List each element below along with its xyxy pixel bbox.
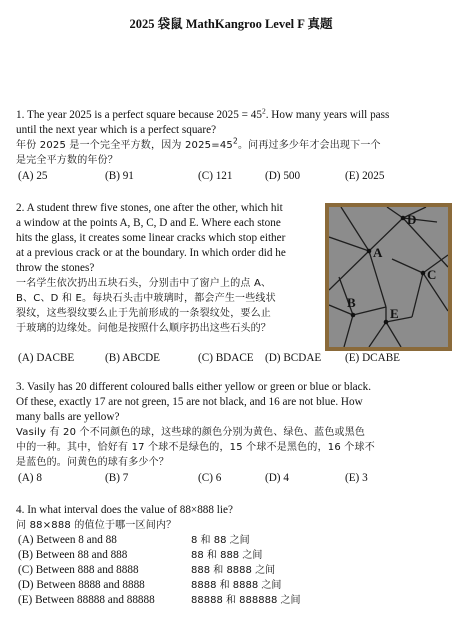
q3-option-a[interactable]: (A) 8 (18, 472, 42, 484)
q2-chinese-line-3: 裂纹，这些裂纹要么止于先前形成的一条裂纹处，要么止 (16, 308, 271, 319)
q3-english-line-3: many balls are yellow? (16, 411, 120, 423)
q4-option-b-cn: 88 和 888 之间 (191, 550, 263, 561)
q2-option-e[interactable]: (E) DCABE (345, 352, 400, 364)
label-e: E (390, 306, 399, 321)
q1-option-a[interactable]: (A) 25 (18, 170, 48, 182)
q4-option-e[interactable] (16, 593, 456, 608)
q4-option-b[interactable] (16, 548, 456, 563)
q3-chinese-line-3: 是蓝色的。问黄色的球有多少个？ (16, 457, 169, 468)
q3-chinese-line-2: 中的一种。其中，恰好有 17 个球不是绿色的，15 个球不是黑色的，16 个球不 (16, 442, 375, 453)
q2-chinese-line-2: B、C、D 和 E。每块石头击中玻璃时，都会产生一些线状 (16, 293, 276, 304)
q1-cn-text-b: 。问再过多少年才会出现下一个 (237, 140, 381, 151)
q1-en-exponent: 2 (261, 106, 266, 116)
q3-chinese-line-1: Vasily 有 20 个不同颜色的球，这些球的颜色分别为黄色、绿色、蓝色或黑色 (16, 427, 366, 438)
q1-option-b[interactable]: (B) 91 (105, 170, 134, 182)
q4-option-c-en: (C) Between 888 and 8888 (18, 564, 139, 576)
q2-option-b[interactable]: (B) ABCDE (105, 352, 161, 364)
q2-english-line-4: at a previous crack or at the boundary. In which order did he (16, 247, 286, 259)
q3-option-e[interactable]: (E) 3 (345, 472, 368, 484)
q1-english-line-2: until the next year which is a perfect square? (16, 124, 217, 136)
q4-chinese-line: 问 88×888 的值位于哪一区间内？ (16, 520, 177, 531)
q2-option-c[interactable]: (C) BDACE (198, 352, 254, 364)
q4-option-d-cn: 8888 和 8888 之间 (191, 580, 282, 591)
label-d: D (407, 212, 417, 227)
q1-cn-text-a: 年份 2025 是一个完全平方数，因为 2025=45 (16, 140, 233, 151)
q4-option-d-en: (D) Between 8888 and 8888 (18, 579, 145, 591)
q1-chinese-line-1 (16, 138, 448, 153)
q1-option-c[interactable]: (C) 121 (198, 170, 233, 182)
q1-en-text-b: . How many years will pass (265, 109, 390, 121)
q4-option-d[interactable] (16, 578, 456, 593)
q4-option-a[interactable] (16, 533, 456, 548)
q1-option-d[interactable]: (D) 500 (265, 170, 301, 182)
cracked-window-figure (325, 203, 452, 351)
q4-option-c[interactable] (16, 563, 456, 578)
page-title: 2025 袋鼠 MathKangroo Level F 真题 (129, 17, 333, 31)
q1-option-e[interactable]: (E) 2025 (345, 170, 385, 182)
q1-chinese-line-2: 是完全平方数的年份？ (16, 155, 118, 166)
question-1 (16, 108, 448, 168)
q2-english-line-5: throw the stones? (16, 262, 95, 274)
q4-option-e-cn: 88888 和 888888 之间 (191, 595, 301, 606)
q3-option-b[interactable]: (B) 7 (105, 472, 129, 484)
q4-option-b-en: (B) Between 88 and 888 (18, 549, 128, 561)
q1-english-line-1 (16, 108, 448, 123)
q1-cn-exponent: 2 (232, 136, 238, 146)
q2-english-line-2: a window at the points A, B, C, D and E. Where each stone (16, 217, 281, 229)
q4-option-c-cn: 888 和 8888 之间 (191, 565, 276, 576)
q1-en-text-a: 1. The year 2025 is a perfect square because 2025 = 45 (16, 109, 262, 121)
q2-chinese-line-1: 一名学生依次扔出五块石头，分别击中了窗户上的点 A、 (16, 278, 272, 289)
cracked-window-svg (329, 207, 448, 347)
q2-option-d[interactable]: (D) BCDAE (265, 352, 322, 364)
question-4 (16, 503, 456, 608)
q3-option-d[interactable]: (D) 4 (265, 472, 289, 484)
q3-english-line-2: Of these, exactly 17 are not green, 15 are not black, and 16 are not blue. How (16, 396, 363, 408)
q2-english-line-1: 2. A student threw five stones, one after the other, which hit (16, 202, 283, 214)
label-a: A (373, 245, 383, 260)
q4-english-line: 4. In what interval does the value of 88×888 lie? (16, 504, 233, 516)
q3-english-line-1: 3. Vasily has 20 different coloured balls either yellow or green or blue or black. (16, 381, 371, 393)
label-b: B (347, 295, 356, 310)
question-3 (16, 380, 456, 470)
question-2 (16, 201, 321, 336)
label-c: C (427, 267, 437, 282)
q2-english-line-3: hits the glass, it creates some linear cracks which stop either (16, 232, 286, 244)
q2-chinese-line-4: 于玻璃的边缘处。问他是按照什么顺序扔出这些石头的？ (16, 323, 271, 334)
q3-option-c[interactable]: (C) 6 (198, 472, 222, 484)
q4-option-e-en: (E) Between 88888 and 88888 (18, 594, 155, 606)
q4-option-a-cn: 8 和 88 之间 (191, 535, 250, 546)
q2-option-a[interactable]: (A) DACBE (18, 352, 75, 364)
q4-option-a-en: (A) Between 8 and 88 (18, 534, 117, 546)
